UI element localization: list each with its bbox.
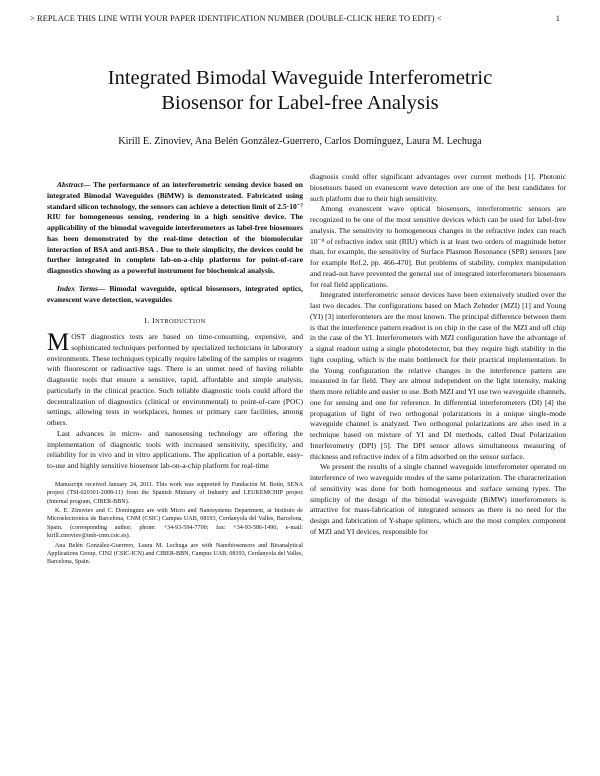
index-terms: [47, 284, 303, 306]
right-column: [310, 172, 566, 538]
intro-paragraph-2: Last advances in micro- and nanosensing technology are offering the implementation of diagnostic tools with increased sensitivity, specificity, and reliability for in vivo and in vitro applications. The application of a portable, easy-to-use and highly sensitive biosensor lab-on-a-chip platform for real-time: [47, 428, 303, 470]
footnote-manuscript: Manuscript received January 24, 2011. This work was supported by Fundación M. Botín, SENA project (TSI-020301-2008-11) from the Spanish Ministry of Industry and LEUKEMCHIP project (Internal program, CIBER-BBN).: [47, 481, 303, 505]
intro-paragraph-1: [47, 329, 303, 429]
body-paragraph-3: Integrated interferometric sensor devices have been extensively studied over the last two decades. The configurations based on Mach Zehnder (MZI) [1] and Young (YI) [3] interferometers are the most known. The principal difference between them is that the interference pattern readout is on chip in the case of the MZI and off chip in the case of the YI. Interferometers with MZI configuration have the advantage of a signal readout using a single photodetector, but they require high stability in the light coupling, which is the main bottleneck for their practical implementation. In the Young configuration the relative changes in the interference pattern are measured in far field. They are almost independent on the light intensity, making them more reliable and easier to use. Both MZI and YI use two waveguide channels, one for sensing and one for reference. In differential interferometers (DI) [4] the propagation of light of two orthogonal polarizations in a unique single-mode waveguide channel is analyzed. Two orthogonal polarizations are also used in a technique based on mixture of YI and DI methods, called Dual Polarization Interferometry (DPI) [5]. The DPI sensor allows simultaneous measuring of thickness and refractive index of a film adsorbed on the sensor surface.: [310, 290, 566, 461]
body-paragraph-4: We present the results of a single channel waveguide interferometer operated on interference of two waveguide modes of the same polarization. The characterization of sensitivity was done for both homogeneous and surface sensing types. The simplicity of the design of the bimodal waveguide (BiMW) interferometers is attractive for mass-fabrication of integrated sensors as there is no need for the design and fabrication of Y-shape splitters, which are the most complex component of MZI and YI devices, responsible for: [310, 462, 566, 536]
section-numeral: I.: [144, 316, 153, 326]
section-title-rest: NTRODUCTION: [155, 318, 206, 326]
footnote-affiliation-1: K. E. Zinoviev and C. Domínguez are with Micro and Nanosystems Department, at Instituto de Microelectronica de Barcelona, CNM (CSIC) Campus UAB, 08193, Cerdanyola del Valles, Barcelona, Spain. (corresponding author, phone: +34-93-594-7700; fax: +34-93-586-1496; e-mail: kirill.zinoviev@imb-cnm.csic.es).: [47, 507, 303, 540]
index-terms-text: — Bimodal waveguide, optical biosensors, integrated optics, evanescent wave detection, waveguides: [47, 283, 303, 304]
footnote-affiliation-2: Ana Belén González-Guerrero, Laura M. Lechuga are with Nanobiosensors and Bioanalytical Applications Group, CIN2 (CSIC-ICN) and CIBER-BBN, Campus UAB, 08193, Cerdanyola del Valles, Barcelona, Spain.: [47, 542, 303, 566]
paper-title: [40, 66, 560, 116]
running-header: [30, 14, 560, 23]
abstract-text: — The performance of an interferometric sensing device based on integrated Bimodal Waveguides (BiMW) is demonstrated. Fabricated using standard silicon technology, the sensors can achieve a detection limit of 2.5·10⁻⁷ RIU for homogeneous sensing, rendering in a high sensitive device. The applicability of the bimodal waveguide interferometers as label-free biosensors has been demonstrated by the real-time detection of the biomolecular interaction of BSA and anti-BSA . Due to their simplicity, the devices could be further integrated in complete lab-on-a-chip platforms for point-of-care diagnostics showing as a powerful instrument for biochemical analysis.: [47, 180, 303, 275]
body-paragraph-1: diagnosis could offer significant advantages over current methods [1]. Photonic biosensors based on evanescent wave detection are one of the best candidates for such platform due to their high sensitivity.: [310, 172, 566, 203]
intro-paragraph-1-text: OST diagnostics tests are based on time-consuming, expensive, and sophisticated techniques performed by specialized technicians in laboratory environments. These techniques typically require labeling of the samples or reagents with fluorescent or radioactive tags. There is an unmet need of having reliable diagnostic tools that ensure a sensitive, rapid, affordable and simple analysis, particularly in the clinical practice. Such reliable diagnostic tools could afford the decentralization of diagnostics (clinical or environmental) to point-of-care (POC) settings, allowing tests in workplaces, homes or primary care facilities, among others.: [47, 332, 303, 427]
title-line-1: Integrated Bimodal Waveguide Interferometric: [107, 67, 493, 89]
left-column: [47, 180, 303, 568]
title-line-2: Biosensor for Label-free Analysis: [161, 92, 439, 114]
page-number: 1: [555, 14, 560, 23]
abstract-label: Abstract: [57, 180, 83, 189]
index-terms-label: Index Terms: [57, 283, 98, 293]
section-title-first: I: [152, 316, 156, 326]
body-paragraph-2: Among evanescent wave optical biosensors, interferometric sensors are recognized to be one of the most sensitive devices which can be used for label-free analysis. The sensitivity to homogeneous changes in the refractive index can reach 10⁻⁸ of refractive index unit (RIU) which is at least two orders of magnitude better than, for example, the sensitivity of Surface Plasmon Resonance (SPR) sensors [see for example Ref.2, pp. 466-470]. But problems of stability, complex manipulation and read-out have prevented the general use of integrated interferometers biosensors for real field applications.: [310, 204, 566, 289]
author-list: Kirill E. Zinoviev, Ana Belén González-Guerrero, Carlos Domínguez, Laura M. Lechuga: [118, 136, 482, 147]
drop-cap: M: [47, 329, 70, 356]
header-text: > REPLACE THIS LINE WITH YOUR PAPER IDENTIFICATION NUMBER (DOUBLE-CLICK HERE TO EDIT) <: [30, 14, 442, 23]
abstract: [47, 180, 303, 277]
section-heading-introduction: [47, 316, 303, 328]
footnotes: [47, 481, 303, 567]
